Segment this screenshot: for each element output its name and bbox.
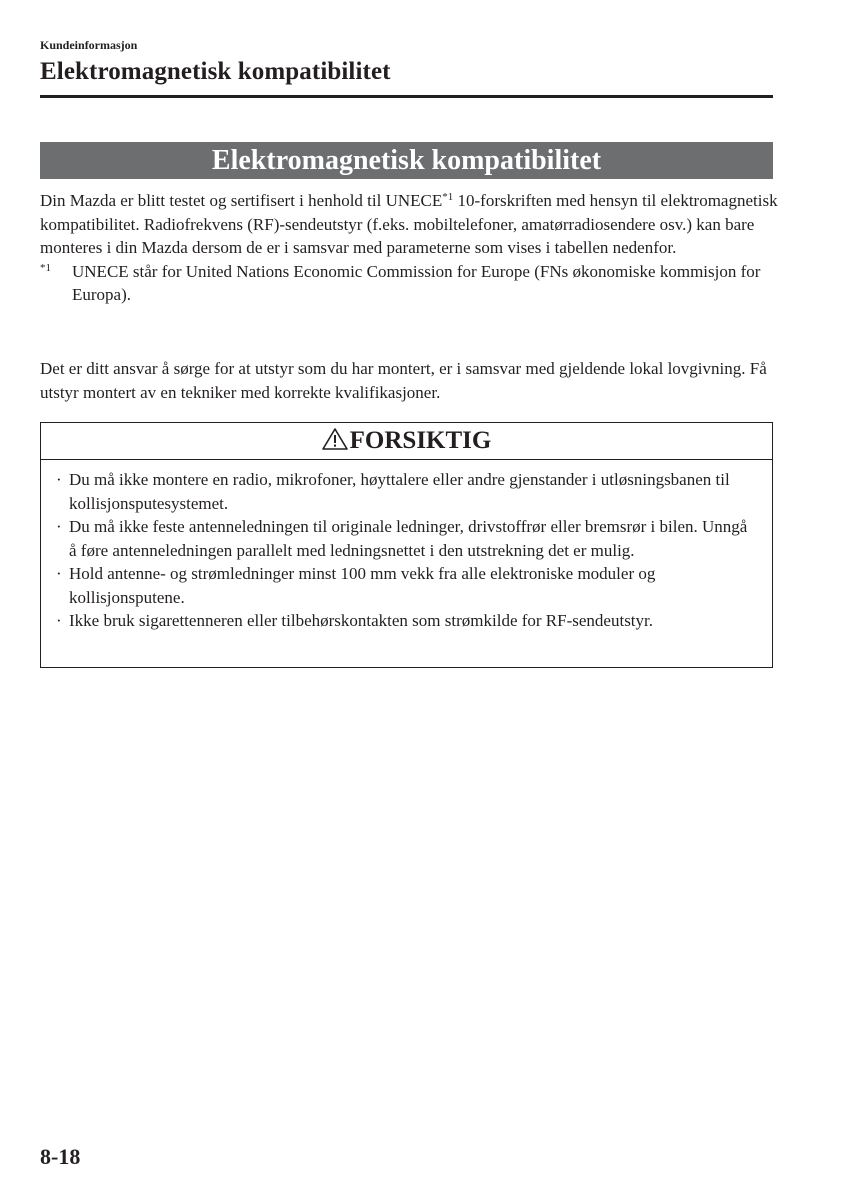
caution-header (41, 423, 772, 460)
bullet: · (56, 517, 62, 536)
footnote (40, 260, 780, 307)
intro-paragraph (40, 189, 780, 260)
bullet: · (56, 564, 62, 583)
bullet: · (56, 470, 62, 489)
footnote-mark: *1 (40, 261, 51, 274)
caution-item-text: Du må ikke montere en radio, mikrofoner, høyttalere eller andre gjenstander i utløsningsbanen til kollisjonsputesystemet. (69, 470, 730, 513)
caution-box (40, 422, 773, 668)
bullet: · (56, 611, 62, 630)
footnote-reference: *1 (442, 191, 454, 203)
intro-text-end: 10-forskriften med hensyn til elektromagnetisk kompatibilitet. Radiofrekvens (RF)-sendeutstyr (f.eks. mobiltelefoner, amatørradiosendere osv.) kan bare monteres i din Mazda dersom de er i samsvar med parameterne som vises i tabellen nedenfor. (40, 191, 778, 257)
warning-triangle-icon (322, 427, 350, 454)
intro-block (40, 189, 780, 307)
responsibility-paragraph: Det er ditt ansvar å sørge for at utstyr som du har montert, er i samsvar med gjeldende lokal lovgivning. Få utstyr montert av en tekniker med korrekte kvalifikasjoner. (40, 359, 767, 402)
section-banner: Elektromagnetisk kompatibilitet (40, 142, 773, 179)
caution-item (56, 515, 758, 562)
caution-item (56, 468, 758, 515)
intro-text-start: Din Mazda er blitt testet og sertifisert i henhold til UNECE (40, 191, 443, 210)
header-rule (40, 95, 773, 98)
caution-item-text: Du må ikke feste antenneledningen til originale ledninger, drivstoffrør eller bremsrør i bilen. Unngå å føre antenneledningen parallelt med ledningsnettet i den utstrekning det er mulig. (69, 517, 748, 560)
section-kicker: Kundeinformasjon (40, 38, 138, 52)
caution-item (56, 609, 758, 633)
caution-list (41, 460, 772, 633)
page-number: 8-18 (40, 1144, 81, 1169)
caution-item-text: Hold antenne- og strømledninger minst 100 mm vekk fra alle elektroniske moduler og kollisjonsputene. (69, 564, 656, 607)
footnote-text: UNECE står for United Nations Economic Commission for Europe (FNs økonomiske kommisjon for Europa). (72, 261, 761, 304)
page-title: Elektromagnetisk kompatibilitet (40, 58, 391, 85)
caution-item (56, 562, 758, 609)
caution-title: FORSIKTIG (349, 427, 492, 454)
caution-item-text: Ikke bruk sigarettenneren eller tilbehørskontakten som strømkilde for RF-sendeutstyr. (69, 611, 654, 630)
